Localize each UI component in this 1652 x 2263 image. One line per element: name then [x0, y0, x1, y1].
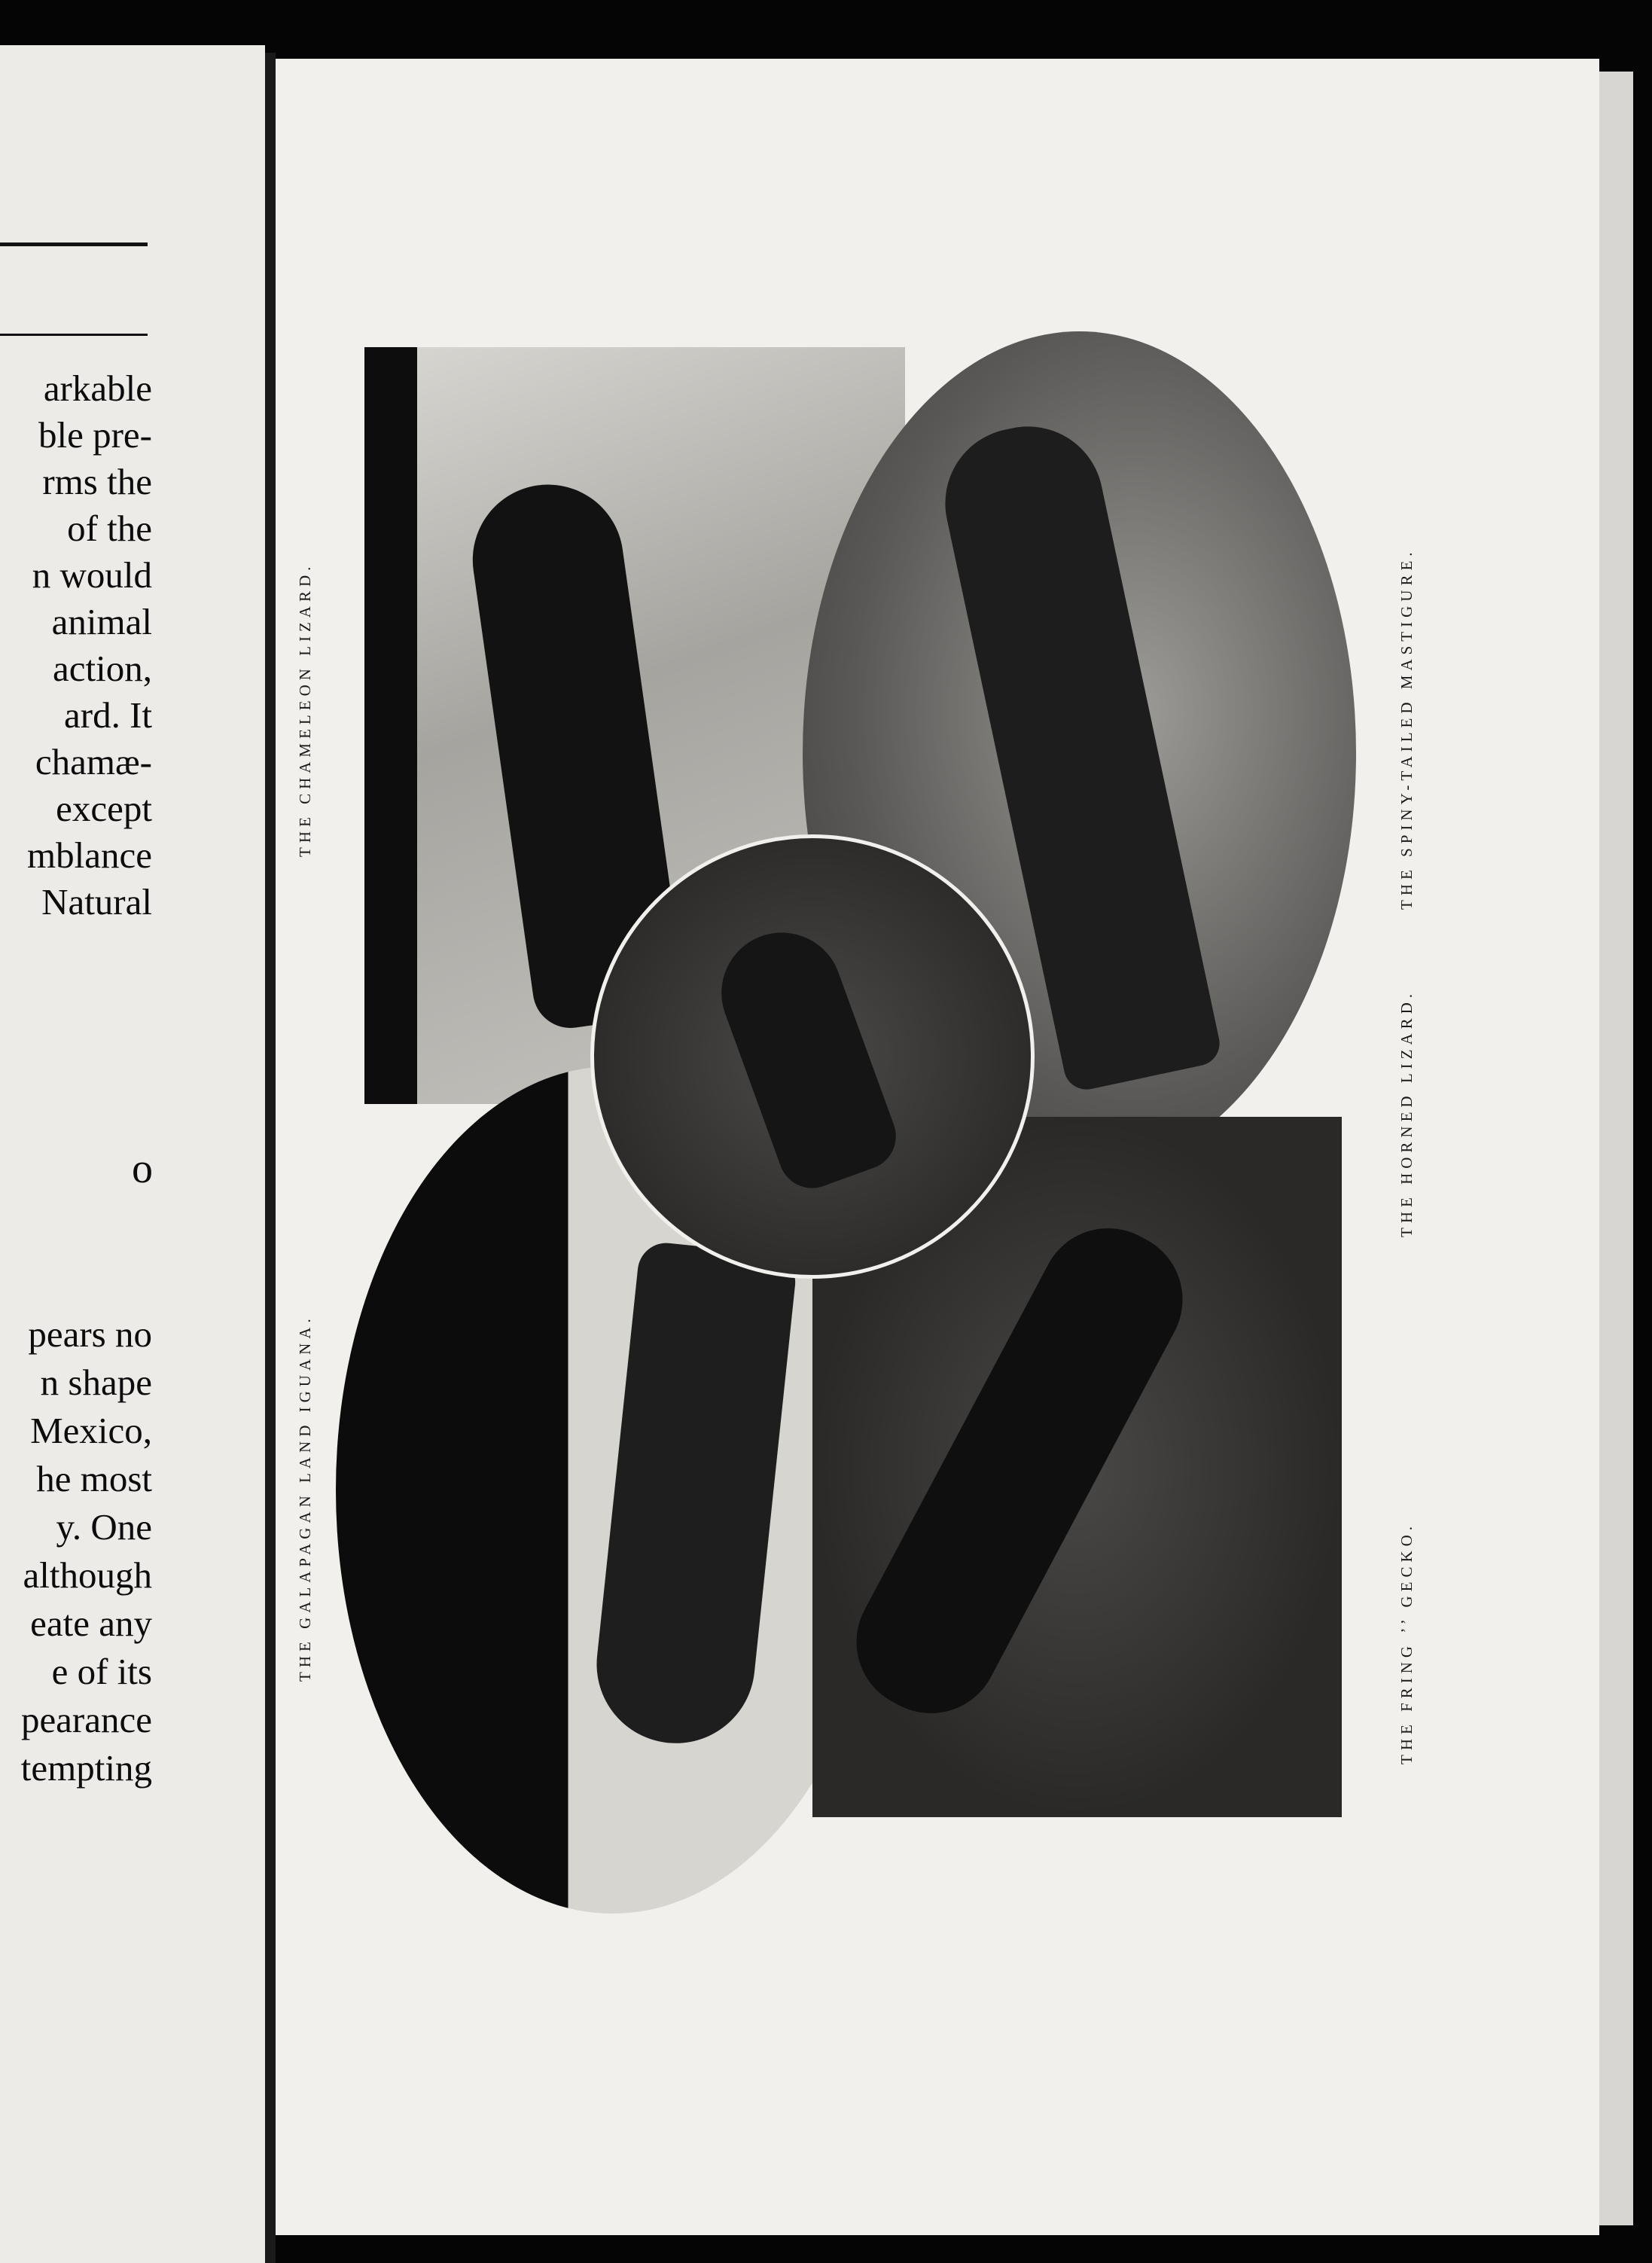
text-line: action, [53, 648, 152, 689]
text-line: arkable [43, 368, 152, 409]
text-line: pearance [20, 1699, 152, 1740]
caption-galapagan-land-iguana: THE GALAPAGAN LAND IGUANA. [296, 1314, 314, 1682]
header-rule-bottom [0, 334, 148, 336]
stray-letter: o [132, 1145, 153, 1192]
text-line: animal [51, 601, 152, 642]
text-line: y. One [56, 1506, 152, 1548]
text-line: Natural [41, 881, 152, 923]
text-line: of the [67, 508, 152, 549]
photo-dark-border [364, 347, 417, 1104]
header-rule-top [0, 242, 148, 246]
gecko-figure [833, 1204, 1206, 1737]
caption-chameleon-lizard: THE CHAMELEON LIZARD. [296, 562, 314, 857]
text-line: n shape [40, 1362, 152, 1403]
text-line: eate any [30, 1603, 152, 1644]
text-line: rms the [42, 461, 152, 502]
paragraph-bottom [0, 1310, 152, 1792]
iguana-figure [589, 1240, 798, 1751]
left-page [0, 45, 265, 2263]
page-edge [1599, 72, 1633, 2225]
right-page [276, 59, 1599, 2235]
caption-horned-lizard: THE HORNED LIZARD. [1397, 989, 1416, 1237]
horned-lizard-figure [705, 916, 906, 1197]
text-line: tempting [20, 1747, 152, 1789]
book-gutter [265, 53, 276, 2263]
text-line: e of its [51, 1651, 152, 1692]
text-line: ard. It [64, 694, 152, 736]
caption-fringed-gecko: THE FRING ’’ GECKO. [1397, 1521, 1416, 1764]
text-line: pears no [28, 1313, 152, 1355]
text-line: although [23, 1554, 152, 1596]
text-line: ble pre- [38, 414, 152, 456]
text-line: chamæ- [35, 741, 152, 782]
text-line: except [56, 788, 152, 829]
text-line: n would [32, 554, 152, 596]
paragraph-top [0, 365, 152, 926]
caption-spiny-tailed-mastigure: THE SPINY-TAILED MASTIGURE. [1397, 547, 1416, 910]
text-line: he most [36, 1458, 152, 1499]
text-line: mblance [27, 834, 152, 876]
text-line: Mexico, [30, 1410, 152, 1451]
horned-lizard-photo [590, 834, 1035, 1279]
